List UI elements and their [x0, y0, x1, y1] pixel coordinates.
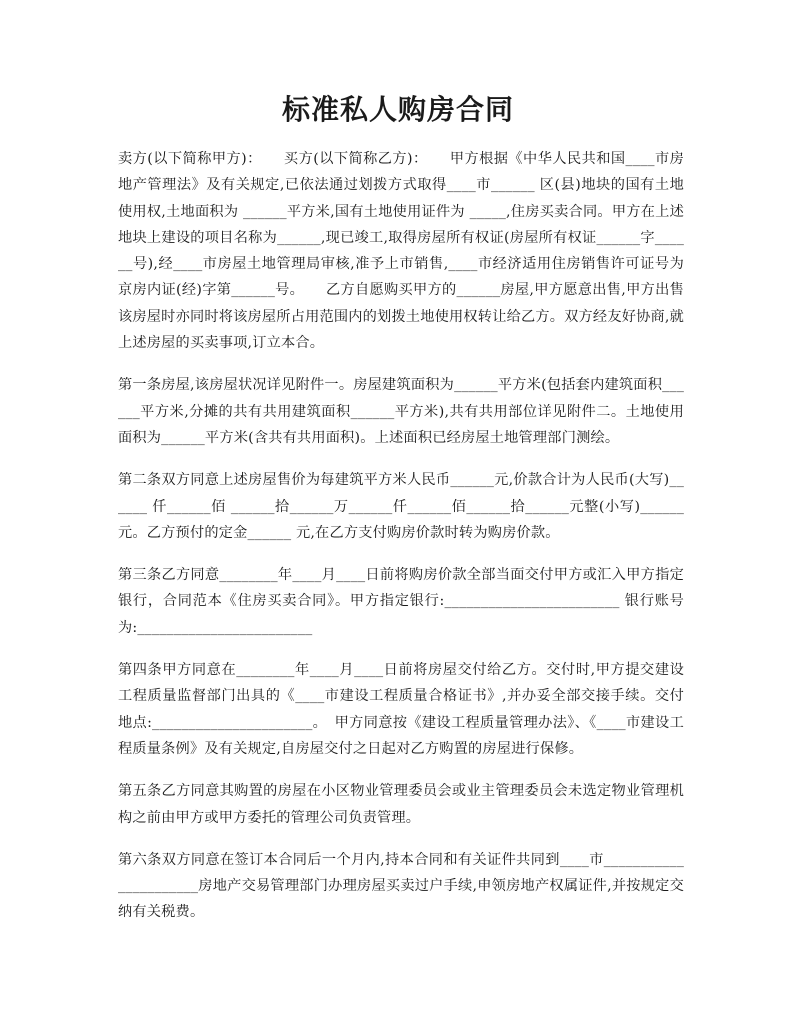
paragraph-article-5: 第五条乙方同意其购置的房屋在小区物业管理委员会或业主管理委员会未选定物业管理机构之前由甲方或甲方委托的管理公司负责管理。: [118, 783, 684, 826]
paragraph-article-3: 第三条乙方同意________年____月____日前将购房价款全部当面交付甲方或汇入甲方指定银行，合同范本《住房买卖合同》。甲方指定银行:________________________ 银行账号为:________________________: [118, 567, 684, 636]
paragraph-preamble: 卖方(以下简称甲方)： 买方(以下简称乙方)： 甲方根据《中华人民共和国____市房地产管理法》及有关规定,已依法通过划拨方式取得____市______ 区(县)地块的国有土地使用权,土地面积为 ______平方米,国有土地使用证件为 _____,住房买卖合同。甲方在上述地块上建设的项目名称为______,现已竣工,取得房屋所有权证(房屋所有权证______字______号),经____市房屋土地管理局审核,准予上市销售,____市经济适用住房销售许可证号为京房内证(经)字第______号。 乙方自愿购买甲方的______房屋,甲方愿意出售,甲方出售该房屋时亦同时将该房屋所占用范围内的划拨土地使用权转让给乙方。双方经友好协商,就上述房屋的买卖事项,订立本合。: [118, 151, 684, 352]
document-body: [118, 146, 684, 942]
paragraph-article-1: 第一条房屋,该房屋状况详见附件一。房屋建筑面积为______平方米(包括套内建筑面积______平方米,分摊的共有共用建筑面积______平方米),共有共用部位详见附件二。土地使用面积为______平方米(含共有共用面积)。上述面积已经房屋土地管理部门测绘。: [118, 377, 684, 446]
paragraph-article-4: 第四条甲方同意在________年____月____日前将房屋交付给乙方。交付时,甲方提交建设工程质量监督部门出具的《____市建设工程质量合格证书》,并办妥全部交接手续。交付地点:______________________。 甲方同意按《建设工程质量管理办法》、《____市建设工程质量条例》及有关规定,自房屋交付之日起对乙方购置的房屋进行保修。: [118, 662, 684, 757]
document-title: 标准私人购房合同: [281, 93, 514, 126]
paragraph-article-6: 第六条双方同意在签订本合同后一个月内,持本合同和有关证件共同到____市______________________房地产交易管理部门办理房屋买卖过户手续,申领房地产权属证件,并按规定交纳有关税费。: [118, 851, 684, 921]
paragraph-article-2: 第二条双方同意上述房屋售价为每建筑平方米人民币______元,价款合计为人民币(大写)______ 仟______佰 ______拾______万______仟______佰______拾______元整(小写)______元。乙方预付的定金______ 元,在乙方支付购房价款时转为购房价款。: [118, 472, 684, 541]
